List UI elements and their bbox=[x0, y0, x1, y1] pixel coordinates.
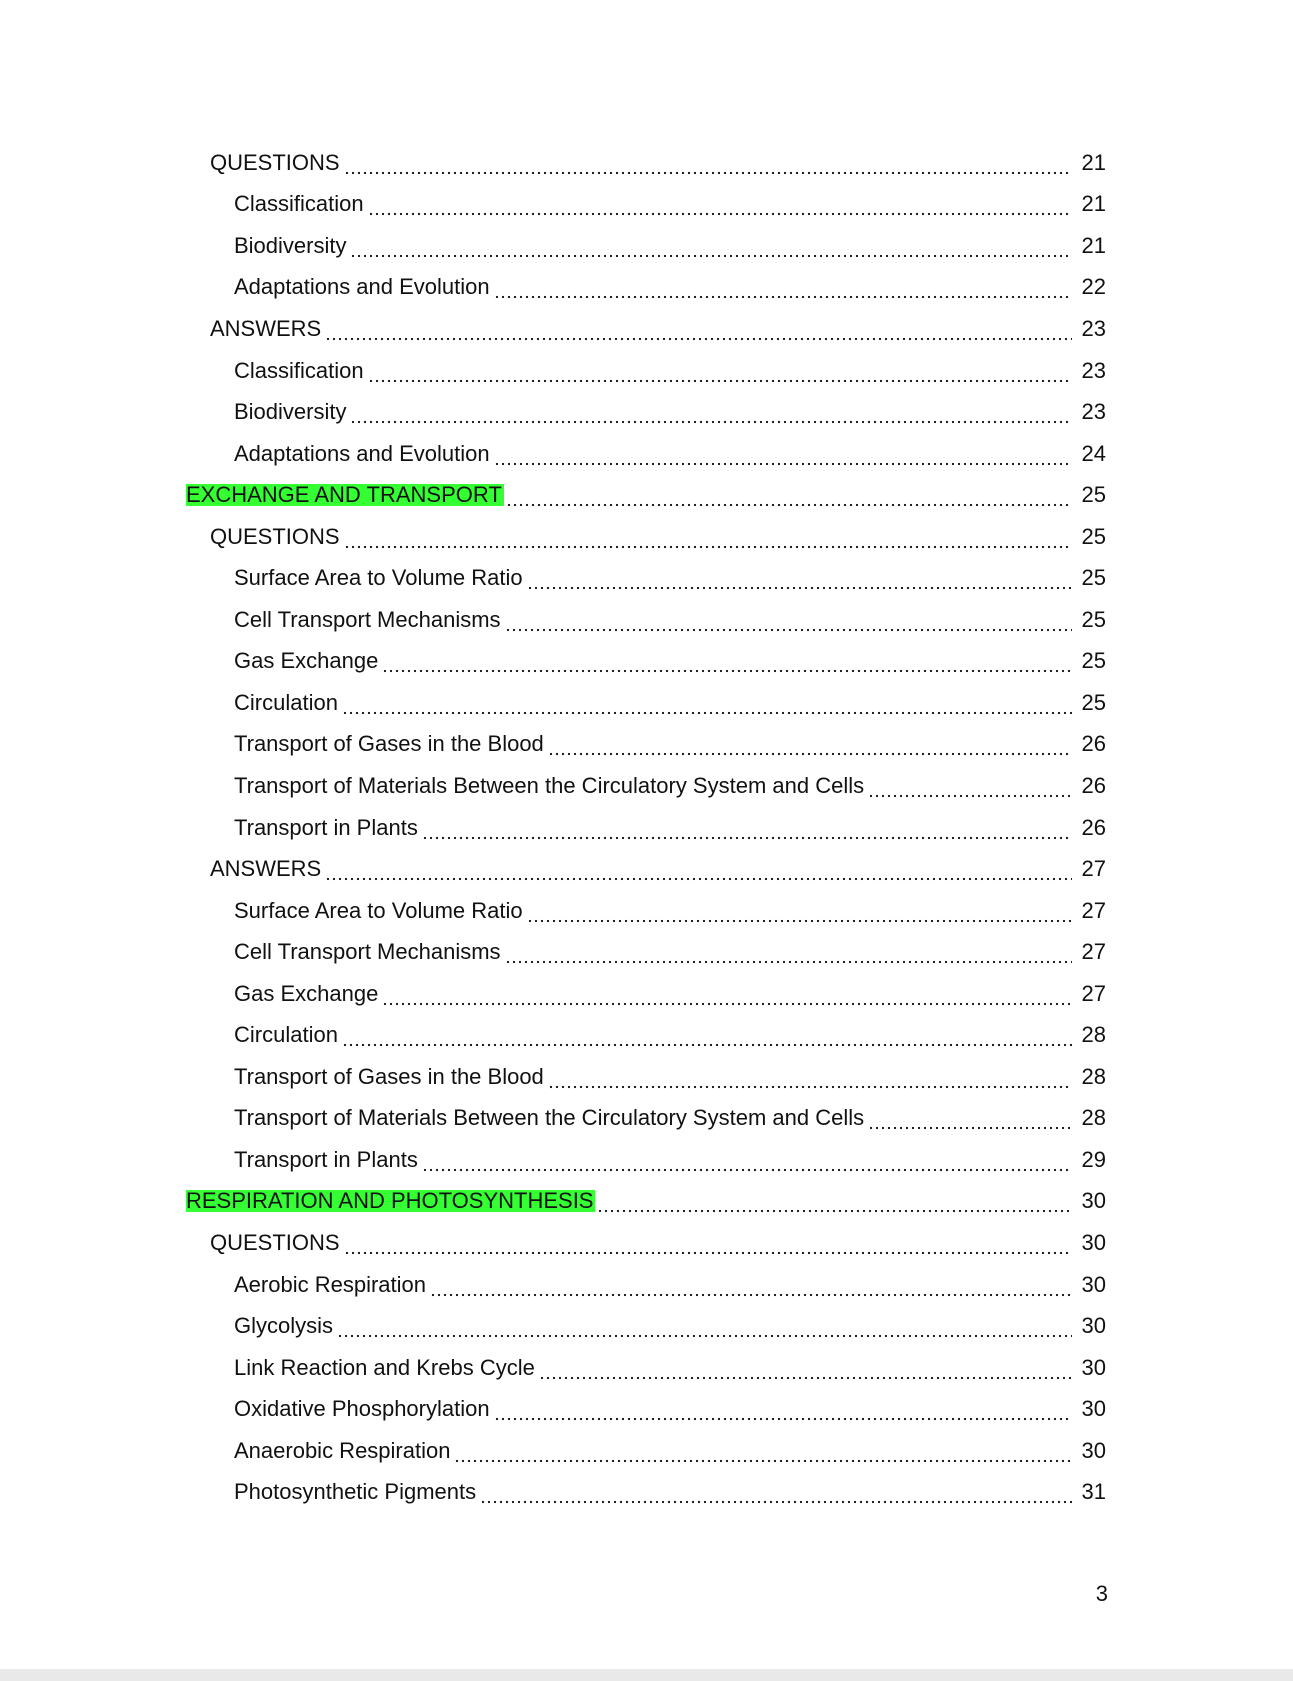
dot-leader bbox=[539, 1364, 1072, 1380]
toc-entry-page-number: 21 bbox=[1081, 232, 1106, 258]
dot-leader bbox=[382, 990, 1072, 1006]
page-bottom-strip bbox=[0, 1669, 1293, 1681]
toc-entry-page-number: 31 bbox=[1081, 1479, 1106, 1505]
toc-entry[interactable] bbox=[186, 1472, 1106, 1514]
toc-entry-page-number: 23 bbox=[1081, 399, 1106, 425]
toc-entry[interactable] bbox=[186, 391, 1106, 433]
toc-entry[interactable] bbox=[186, 1181, 1106, 1223]
dot-leader bbox=[548, 1073, 1072, 1089]
toc-section-heading: EXCHANGE AND TRANSPORT bbox=[186, 482, 502, 508]
toc-entry[interactable] bbox=[186, 1139, 1106, 1181]
dot-leader bbox=[422, 1156, 1072, 1172]
toc-entry-label: Circulation bbox=[234, 689, 338, 715]
toc-entry[interactable] bbox=[186, 350, 1106, 392]
toc-entry-page-number: 24 bbox=[1081, 440, 1106, 466]
toc-entry-label: Circulation bbox=[234, 1022, 338, 1048]
toc-entry-page-number: 27 bbox=[1081, 939, 1106, 965]
toc-entry[interactable] bbox=[186, 308, 1106, 350]
toc-entry-label: Photosynthetic Pigments bbox=[234, 1479, 477, 1505]
toc-entry-label: Classification bbox=[234, 191, 364, 217]
toc-entry-page-number: 22 bbox=[1081, 274, 1106, 300]
dot-leader bbox=[527, 907, 1072, 923]
dot-leader bbox=[344, 159, 1072, 175]
toc-entry-page-number: 25 bbox=[1081, 565, 1106, 591]
toc-entry[interactable] bbox=[186, 225, 1106, 267]
table-of-contents bbox=[186, 142, 1106, 1513]
toc-entry-label: Transport in Plants bbox=[234, 814, 418, 840]
toc-entry[interactable] bbox=[186, 474, 1106, 516]
toc-entry-label: Surface Area to Volume Ratio bbox=[234, 565, 523, 591]
toc-entry[interactable] bbox=[186, 516, 1106, 558]
toc-entry-label: ANSWERS bbox=[210, 856, 322, 882]
toc-entry[interactable] bbox=[186, 1098, 1106, 1140]
toc-entry-label: Transport of Materials Between the Circulatory System and Cells bbox=[234, 1105, 865, 1131]
dot-leader bbox=[505, 948, 1072, 964]
dot-leader bbox=[337, 1322, 1072, 1338]
dot-leader bbox=[368, 367, 1072, 383]
toc-section-heading: RESPIRATION AND PHOTOSYNTHESIS bbox=[186, 1188, 594, 1214]
toc-entry-page-number: 27 bbox=[1081, 897, 1106, 923]
dot-leader bbox=[342, 699, 1072, 715]
dot-leader bbox=[480, 1488, 1072, 1504]
dot-leader bbox=[422, 824, 1072, 840]
toc-entry-page-number: 28 bbox=[1081, 1063, 1106, 1089]
dot-leader bbox=[325, 865, 1072, 881]
toc-entry[interactable] bbox=[186, 1056, 1106, 1098]
toc-entry-label: Anaerobic Respiration bbox=[234, 1437, 451, 1463]
toc-entry-page-number: 26 bbox=[1081, 731, 1106, 757]
toc-entry-page-number: 30 bbox=[1081, 1229, 1106, 1255]
toc-entry-page-number: 29 bbox=[1081, 1146, 1106, 1172]
toc-entry[interactable] bbox=[186, 557, 1106, 599]
dot-leader bbox=[342, 1031, 1072, 1047]
toc-entry-page-number: 26 bbox=[1081, 772, 1106, 798]
toc-entry-page-number: 27 bbox=[1081, 980, 1106, 1006]
toc-entry-label: Transport of Materials Between the Circulatory System and Cells bbox=[234, 772, 865, 798]
dot-leader bbox=[506, 491, 1072, 507]
dot-leader bbox=[494, 450, 1072, 466]
toc-entry-label: Aerobic Respiration bbox=[234, 1271, 426, 1297]
toc-entry-page-number: 28 bbox=[1081, 1105, 1106, 1131]
toc-entry[interactable] bbox=[186, 1222, 1106, 1264]
toc-entry-page-number: 30 bbox=[1081, 1437, 1106, 1463]
toc-entry-label: QUESTIONS bbox=[210, 1229, 340, 1255]
toc-entry-label: Surface Area to Volume Ratio bbox=[234, 897, 523, 923]
toc-entry-label: Biodiversity bbox=[234, 232, 347, 258]
toc-entry-page-number: 25 bbox=[1081, 482, 1106, 508]
dot-leader bbox=[494, 283, 1072, 299]
toc-entry-label: QUESTIONS bbox=[210, 523, 340, 549]
toc-entry-label: Transport in Plants bbox=[234, 1146, 418, 1172]
dot-leader bbox=[344, 1239, 1072, 1255]
toc-entry-label: QUESTIONS bbox=[210, 149, 340, 175]
toc-entry[interactable] bbox=[186, 973, 1106, 1015]
toc-entry-page-number: 30 bbox=[1081, 1354, 1106, 1380]
toc-entry[interactable] bbox=[186, 641, 1106, 683]
toc-entry-page-number: 23 bbox=[1081, 315, 1106, 341]
toc-entry[interactable] bbox=[186, 1388, 1106, 1430]
toc-entry-page-number: 25 bbox=[1081, 689, 1106, 715]
dot-leader bbox=[527, 574, 1072, 590]
dot-leader bbox=[350, 242, 1072, 258]
toc-entry-label: ANSWERS bbox=[210, 315, 322, 341]
toc-entry[interactable] bbox=[186, 599, 1106, 641]
toc-entry-page-number: 21 bbox=[1081, 149, 1106, 175]
dot-leader bbox=[350, 408, 1072, 424]
toc-entry[interactable] bbox=[186, 1430, 1106, 1472]
toc-entry-label: Transport of Gases in the Blood bbox=[234, 731, 544, 757]
toc-entry[interactable] bbox=[186, 1264, 1106, 1306]
dot-leader bbox=[344, 533, 1072, 549]
dot-leader bbox=[325, 325, 1072, 341]
toc-entry-label: Gas Exchange bbox=[234, 648, 379, 674]
toc-entry-page-number: 25 bbox=[1081, 606, 1106, 632]
toc-entry-page-number: 30 bbox=[1081, 1271, 1106, 1297]
toc-entry-label: Cell Transport Mechanisms bbox=[234, 939, 501, 965]
toc-entry[interactable] bbox=[186, 765, 1106, 807]
toc-entry-label: Adaptations and Evolution bbox=[234, 274, 490, 300]
dot-leader bbox=[454, 1447, 1072, 1463]
toc-entry-page-number: 30 bbox=[1081, 1396, 1106, 1422]
dot-leader bbox=[368, 200, 1072, 216]
toc-entry-label: Biodiversity bbox=[234, 399, 347, 425]
toc-entry[interactable] bbox=[186, 807, 1106, 849]
page-number: 3 bbox=[1095, 1581, 1108, 1606]
toc-entry[interactable] bbox=[186, 1305, 1106, 1347]
toc-entry[interactable] bbox=[186, 848, 1106, 890]
toc-entry-page-number: 30 bbox=[1081, 1188, 1106, 1214]
toc-entry-page-number: 30 bbox=[1081, 1313, 1106, 1339]
dot-leader bbox=[494, 1405, 1072, 1421]
toc-entry[interactable] bbox=[186, 1347, 1106, 1389]
toc-entry-page-number: 26 bbox=[1081, 814, 1106, 840]
dot-leader bbox=[430, 1281, 1072, 1297]
dot-leader bbox=[382, 657, 1072, 673]
toc-entry-label: Transport of Gases in the Blood bbox=[234, 1063, 544, 1089]
toc-entry-label: Glycolysis bbox=[234, 1313, 334, 1339]
toc-entry-page-number: 25 bbox=[1081, 648, 1106, 674]
dot-leader bbox=[868, 782, 1072, 798]
toc-entry-page-number: 25 bbox=[1081, 523, 1106, 549]
dot-leader bbox=[597, 1197, 1072, 1213]
toc-entry-page-number: 21 bbox=[1081, 191, 1106, 217]
dot-leader bbox=[868, 1114, 1072, 1130]
toc-entry[interactable] bbox=[186, 433, 1106, 475]
toc-entry-label: Gas Exchange bbox=[234, 980, 379, 1006]
toc-entry-label: Oxidative Phosphorylation bbox=[234, 1396, 490, 1422]
toc-entry-label: Link Reaction and Krebs Cycle bbox=[234, 1354, 535, 1380]
toc-entry[interactable] bbox=[186, 267, 1106, 309]
dot-leader bbox=[548, 740, 1072, 756]
toc-entry[interactable] bbox=[186, 890, 1106, 932]
toc-entry[interactable] bbox=[186, 184, 1106, 226]
toc-entry[interactable] bbox=[186, 682, 1106, 724]
toc-entry-page-number: 27 bbox=[1081, 856, 1106, 882]
dot-leader bbox=[505, 616, 1072, 632]
toc-entry[interactable] bbox=[186, 1014, 1106, 1056]
toc-entry[interactable] bbox=[186, 724, 1106, 766]
toc-entry-label: Classification bbox=[234, 357, 364, 383]
toc-entry-label: Cell Transport Mechanisms bbox=[234, 606, 501, 632]
toc-entry-page-number: 23 bbox=[1081, 357, 1106, 383]
toc-entry[interactable] bbox=[186, 931, 1106, 973]
toc-entry-label: Adaptations and Evolution bbox=[234, 440, 490, 466]
toc-entry[interactable] bbox=[186, 142, 1106, 184]
toc-entry-page-number: 28 bbox=[1081, 1022, 1106, 1048]
